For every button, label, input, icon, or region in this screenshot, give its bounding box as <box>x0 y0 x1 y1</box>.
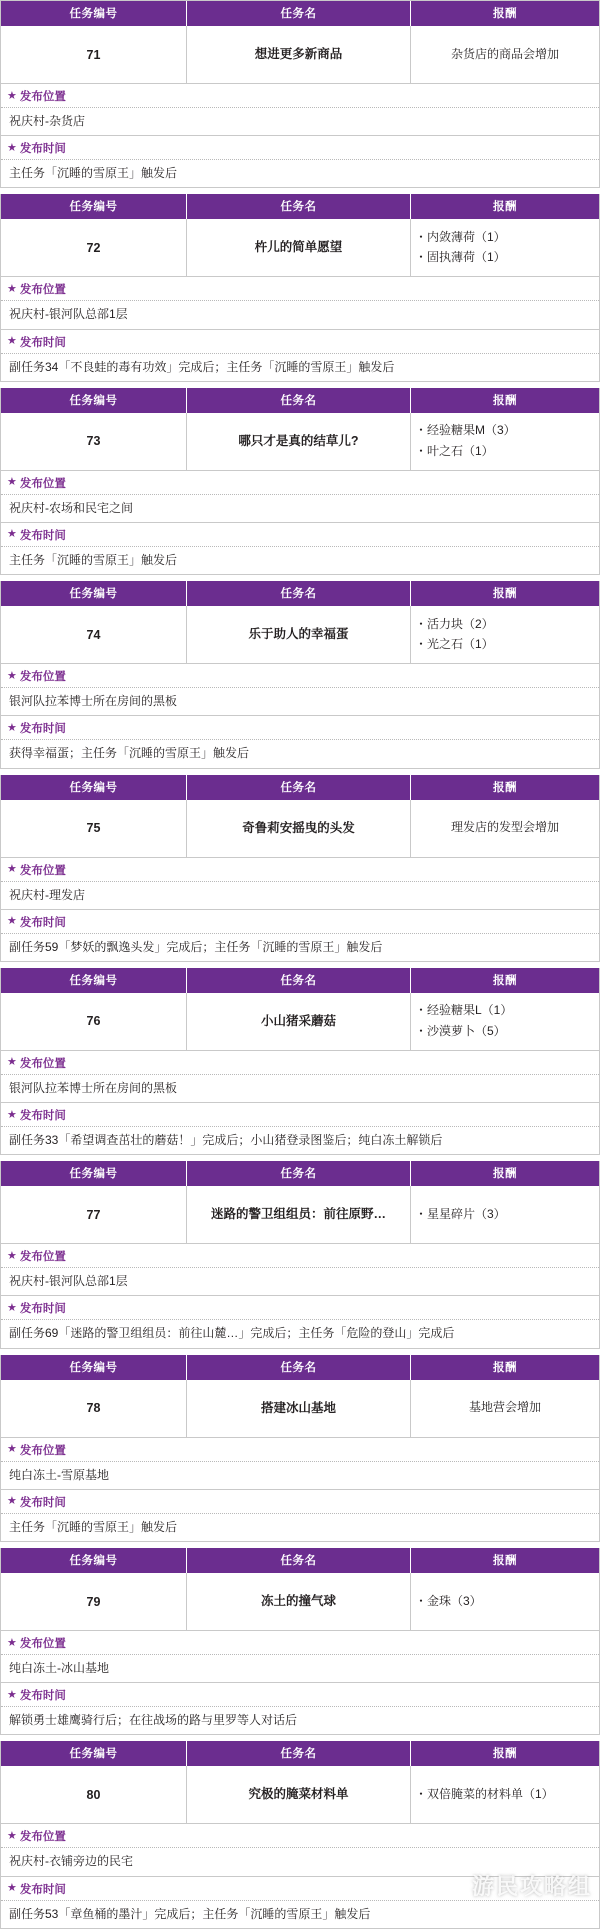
quest-id: 75 <box>1 800 187 857</box>
quest-block <box>0 0 600 188</box>
reward-list <box>415 617 595 653</box>
time-text: 副任务69「迷路的警卫组组员：前往山麓…」完成后；主任务「危险的登山」完成后 <box>9 1326 455 1341</box>
time-text: 副任务59「梦妖的飘逸头发」完成后；主任务「沉睡的雪原王」触发后 <box>9 939 383 954</box>
column-header-id: 任务编号 <box>1 1548 187 1573</box>
location-heading <box>1 1824 599 1848</box>
column-header-id: 任务编号 <box>1 581 187 606</box>
time-text: 主任务「沉睡的雪原王」触发后 <box>9 552 178 567</box>
time-label: 发布时间 <box>19 1303 66 1316</box>
quest-name: 迷路的警卫组组员：前往原野… <box>187 1186 411 1243</box>
quest-id: 80 <box>1 1766 187 1823</box>
reward-list <box>415 1003 595 1039</box>
quest-table-header <box>1 1548 599 1573</box>
reward-item: ・金珠（3） <box>415 1593 482 1608</box>
reward-item: ・光之石（1） <box>415 637 494 652</box>
table-row <box>1 1573 599 1631</box>
time-heading <box>1 523 599 547</box>
reward-list <box>415 1207 595 1223</box>
column-header-reward: 报酬 <box>493 1555 517 1567</box>
quest-name: 想进更多新商品 <box>187 26 411 83</box>
time-label: 发布时间 <box>19 529 66 542</box>
star-icon: ★ <box>7 1443 17 1456</box>
quest-reward <box>411 606 599 663</box>
quest-block <box>0 388 600 575</box>
quest-block <box>0 194 600 381</box>
location-label: 发布位置 <box>19 1251 66 1264</box>
star-icon: ★ <box>7 1882 17 1895</box>
column-header-reward: 报酬 <box>493 8 517 20</box>
location-heading <box>1 664 599 688</box>
star-icon: ★ <box>7 1636 17 1649</box>
location-text: 祝庆村-理发店 <box>1 882 599 910</box>
quest-reward <box>411 219 599 276</box>
quest-id: 74 <box>1 606 187 663</box>
quest-table-header <box>1 581 599 606</box>
quest-block <box>0 1161 600 1348</box>
quest-name: 杵儿的简单愿望 <box>187 219 411 276</box>
quest-reward <box>411 993 599 1050</box>
location-text: 纯白冻土-冰山基地 <box>1 1655 599 1683</box>
location-text: 祝庆村-银河队总部1层 <box>1 301 599 329</box>
location-label: 发布位置 <box>19 1638 66 1650</box>
quest-table-header <box>1 1741 599 1766</box>
quest-block <box>0 581 600 768</box>
column-header-id: 任务编号 <box>1 1 187 26</box>
column-header-name: 任务名 <box>187 1 411 26</box>
table-row <box>1 606 599 664</box>
time-text: 副任务53「章鱼桶的墨汁」完成后；主任务「沉睡的雪原王」触发后 <box>9 1906 371 1921</box>
star-icon: ★ <box>7 1301 17 1314</box>
reward-item: ・双倍腌菜的材料单（1） <box>415 1787 554 1802</box>
star-icon: ★ <box>7 1249 17 1262</box>
quest-id: 79 <box>1 1573 187 1630</box>
column-header-name: 任务名 <box>187 1548 411 1573</box>
time-text: 获得幸福蛋；主任务「沉睡的雪原王」触发后 <box>9 746 250 761</box>
quest-reward <box>411 800 599 857</box>
reward-item: ・经验糖果M（3） <box>415 423 516 438</box>
table-row <box>1 413 599 471</box>
time-label: 发布时间 <box>19 916 66 929</box>
location-heading <box>1 471 599 495</box>
star-icon: ★ <box>7 1829 17 1842</box>
quest-block <box>0 968 600 1155</box>
location-heading <box>1 858 599 882</box>
column-header-name: 任务名 <box>187 775 411 800</box>
time-text: 副任务33「希望调查茁壮的蘑菇！」完成后；小山猪登录图鉴后；纯白冻土解锁后 <box>9 1133 443 1148</box>
star-icon: ★ <box>7 335 17 348</box>
quest-block <box>0 1355 600 1542</box>
reward-text: 基地营会增加 <box>468 1400 541 1415</box>
location-text: 祝庆村-衣铺旁边的民宅 <box>1 1848 599 1876</box>
table-row <box>1 219 599 277</box>
quest-table-header <box>1 1161 599 1186</box>
quest-name: 乐于助人的幸福蛋 <box>187 606 411 663</box>
column-header-name: 任务名 <box>187 388 411 413</box>
time-label: 发布时间 <box>19 1883 66 1896</box>
star-icon: ★ <box>7 915 17 928</box>
quest-name: 小山猪采蘑菇 <box>187 993 411 1050</box>
star-icon: ★ <box>7 282 17 295</box>
time-heading <box>1 1683 599 1707</box>
column-header-reward: 报酬 <box>493 588 517 601</box>
column-header-id: 任务编号 <box>1 775 187 800</box>
table-row <box>1 1380 599 1438</box>
quest-table-header <box>1 194 599 219</box>
location-heading <box>1 84 599 108</box>
reward-item: ・星星碎片（3） <box>415 1206 506 1221</box>
column-header-id: 任务编号 <box>1 388 187 413</box>
location-label: 发布位置 <box>19 1057 66 1070</box>
quest-name: 哪只才是真的结草儿? <box>187 413 411 470</box>
column-header-id: 任务编号 <box>1 194 187 219</box>
reward-list <box>415 230 595 266</box>
column-header-reward: 报酬 <box>493 1361 517 1374</box>
star-icon: ★ <box>7 863 17 875</box>
time-heading <box>1 136 599 160</box>
reward-list <box>415 1787 595 1803</box>
quest-reward <box>411 1766 599 1823</box>
star-icon: ★ <box>7 669 17 682</box>
table-row <box>1 800 599 858</box>
quest-id: 78 <box>1 1380 187 1437</box>
quest-id: 72 <box>1 219 187 276</box>
quest-reward <box>411 413 599 470</box>
location-label: 发布位置 <box>19 864 66 877</box>
quest-id: 73 <box>1 413 187 470</box>
quest-id: 76 <box>1 993 187 1050</box>
time-text: 解锁勇士雄鹰骑行后；在往战场的路与里罗等人对话后 <box>9 1713 298 1728</box>
column-header-reward: 报酬 <box>493 201 517 214</box>
quest-table-header <box>1 1 599 26</box>
quest-id: 77 <box>1 1186 187 1243</box>
table-row <box>1 1766 599 1824</box>
location-heading <box>1 277 599 301</box>
column-header-name: 任务名 <box>187 194 411 219</box>
time-heading <box>1 1490 599 1514</box>
location-text: 祝庆村-农场和民宅之间 <box>1 495 599 523</box>
quest-table-header <box>1 775 599 800</box>
star-icon: ★ <box>7 141 17 154</box>
star-icon: ★ <box>7 528 17 541</box>
location-text: 纯白冻土-雪原基地 <box>1 1462 599 1490</box>
time-label: 发布时间 <box>19 1496 66 1509</box>
star-icon: ★ <box>7 1056 17 1069</box>
reward-text: 杂货店的商品会增加 <box>450 46 559 61</box>
reward-list <box>415 1594 595 1610</box>
star-icon: ★ <box>7 89 17 102</box>
time-label: 发布时间 <box>19 143 66 156</box>
reward-item: ・活力块（2） <box>415 616 494 631</box>
time-heading <box>1 716 599 740</box>
location-text: 银河队拉苯博士所在房间的黑板 <box>1 1075 599 1103</box>
table-row <box>1 26 599 84</box>
location-text: 祝庆村-杂货店 <box>1 108 599 136</box>
reward-item: ・沙漠萝卜（5） <box>415 1023 506 1038</box>
table-row <box>1 993 599 1051</box>
time-heading <box>1 330 599 354</box>
quest-name: 冻土的撞气球 <box>187 1573 411 1630</box>
location-label: 发布位置 <box>19 1444 66 1457</box>
reward-text: 理发店的发型会增加 <box>450 820 559 835</box>
time-heading <box>1 1103 599 1127</box>
column-header-name: 任务名 <box>187 968 411 993</box>
time-heading <box>1 910 599 934</box>
column-header-name: 任务名 <box>187 1355 411 1380</box>
quest-reward <box>411 1380 599 1437</box>
reward-list <box>415 423 595 459</box>
quest-name: 搭建冰山基地 <box>187 1380 411 1437</box>
location-text: 祝庆村-银河队总部1层 <box>1 1268 599 1296</box>
quest-block <box>0 1741 600 1928</box>
column-header-name: 任务名 <box>187 581 411 606</box>
star-icon: ★ <box>7 1108 17 1121</box>
reward-item: ・经验糖果L（1） <box>415 1003 513 1018</box>
star-icon: ★ <box>7 1688 17 1701</box>
column-header-name: 任务名 <box>187 1741 411 1766</box>
quest-reward <box>411 1573 599 1630</box>
column-header-reward: 报酬 <box>493 974 517 987</box>
watermark: 游民攻略组 <box>471 1873 592 1899</box>
quest-name: 究极的腌菜材料单 <box>187 1766 411 1823</box>
location-label: 发布位置 <box>19 1831 66 1844</box>
quest-name: 奇鲁莉安摇曳的头发 <box>187 800 411 857</box>
time-label: 发布时间 <box>19 1690 66 1703</box>
location-heading <box>1 1631 599 1655</box>
quest-table-header <box>1 388 599 413</box>
column-header-reward: 报酬 <box>493 1168 517 1181</box>
time-label: 发布时间 <box>19 336 66 349</box>
time-text: 副任务34「不良蛙的毒有功效」完成后；主任务「沉睡的雪原王」触发后 <box>9 359 395 374</box>
table-row <box>1 1186 599 1244</box>
star-icon: ★ <box>7 476 17 489</box>
quest-reward <box>411 26 599 83</box>
time-text: 主任务「沉睡的雪原王」触发后 <box>9 166 178 181</box>
column-header-name: 任务名 <box>187 1161 411 1186</box>
star-icon: ★ <box>7 1495 17 1508</box>
location-heading <box>1 1244 599 1268</box>
location-label: 发布位置 <box>19 477 66 490</box>
quest-table-header <box>1 968 599 993</box>
column-header-reward: 报酬 <box>493 394 517 407</box>
quest-block <box>0 1548 600 1735</box>
quest-block <box>0 775 600 962</box>
time-heading <box>1 1877 599 1901</box>
quest-table-header <box>1 1355 599 1380</box>
column-header-reward: 报酬 <box>493 781 517 794</box>
quest-reward <box>411 1186 599 1243</box>
column-header-id: 任务编号 <box>1 1741 187 1766</box>
column-header-id: 任务编号 <box>1 1355 187 1380</box>
location-label: 发布位置 <box>19 284 66 297</box>
column-header-id: 任务编号 <box>1 968 187 993</box>
column-header-id: 任务编号 <box>1 1161 187 1186</box>
time-text: 主任务「沉睡的雪原王」触发后 <box>9 1519 178 1534</box>
reward-item: ・内敛薄荷（1） <box>415 229 506 244</box>
star-icon: ★ <box>7 721 17 734</box>
reward-item: ・叶之石（1） <box>415 443 494 458</box>
time-label: 发布时间 <box>19 1110 66 1123</box>
location-text: 银河队拉苯博士所在房间的黑板 <box>1 688 599 716</box>
reward-item: ・固执薄荷（1） <box>415 250 506 265</box>
location-label: 发布位置 <box>19 91 66 103</box>
location-heading <box>1 1438 599 1462</box>
quest-id: 71 <box>1 26 187 83</box>
column-header-reward: 报酬 <box>493 1748 517 1761</box>
time-heading <box>1 1296 599 1320</box>
location-heading <box>1 1051 599 1075</box>
time-label: 发布时间 <box>19 723 66 736</box>
location-label: 发布位置 <box>19 671 66 684</box>
